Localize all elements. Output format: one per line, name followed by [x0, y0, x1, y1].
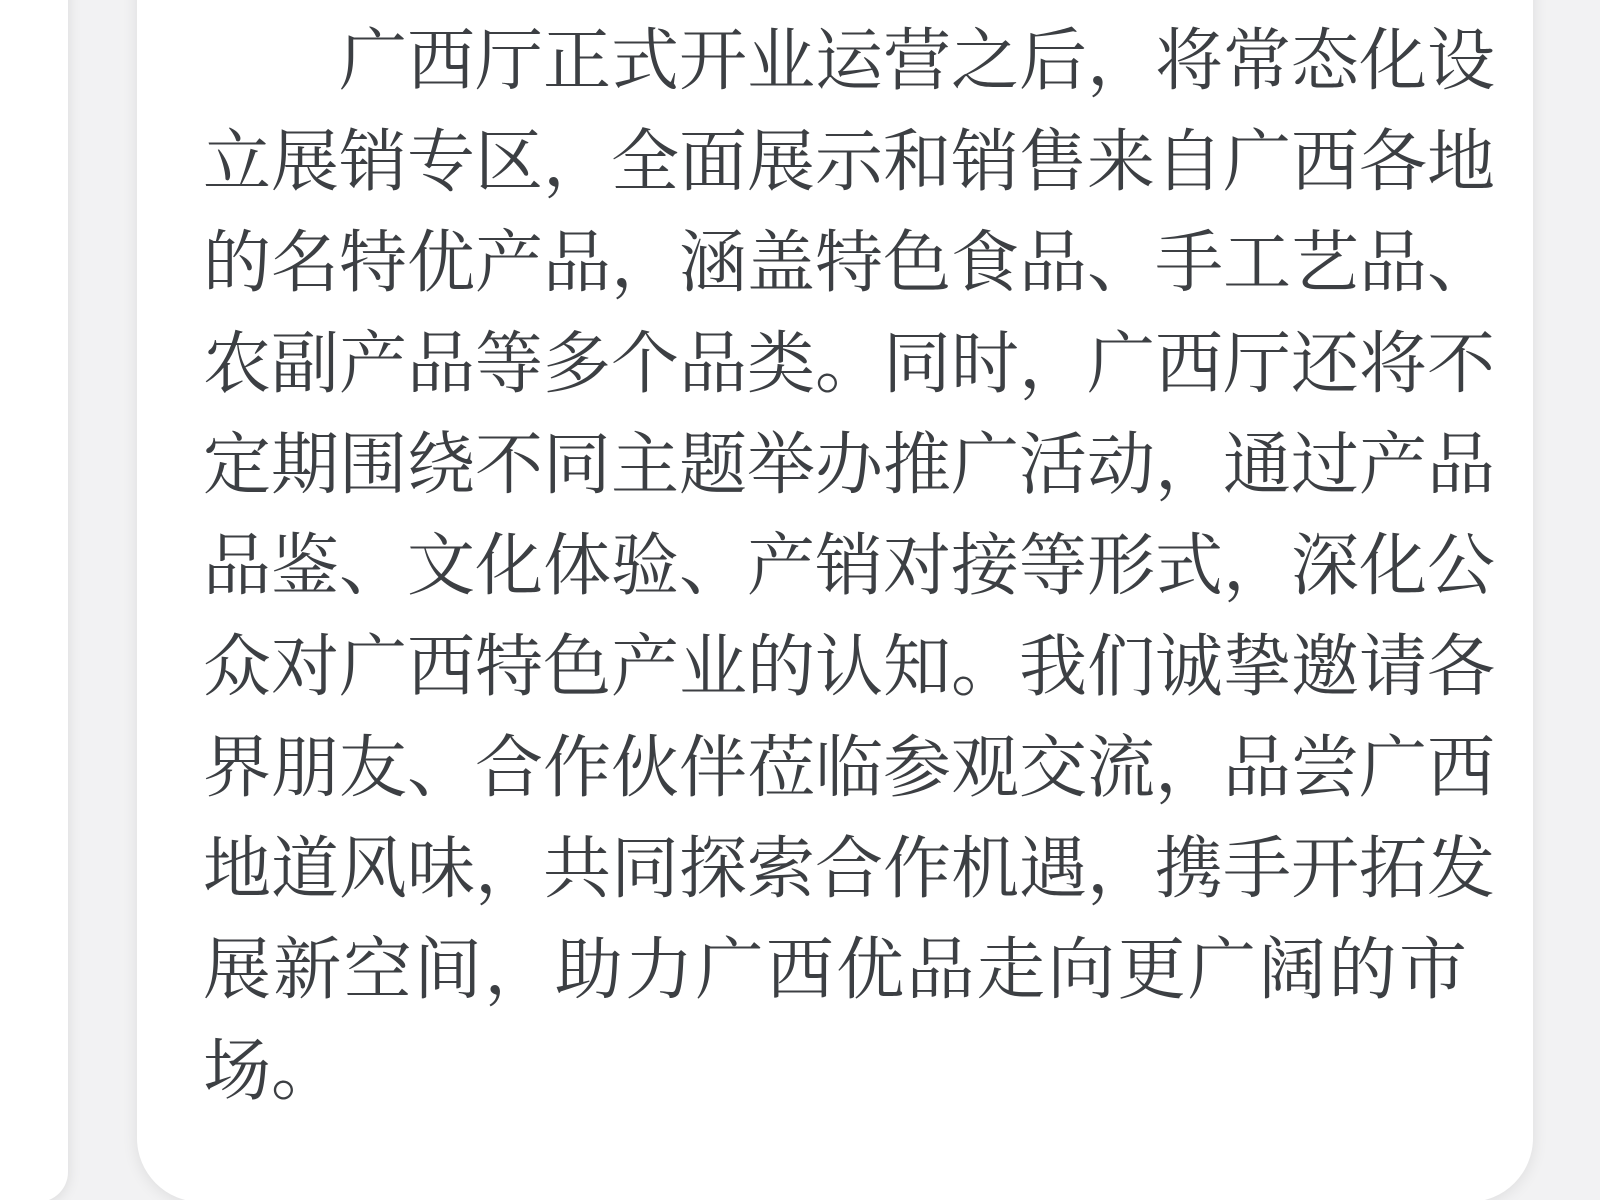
text-line: 立展销专区，全面展示和销售来自广西各地	[203, 124, 1496, 200]
text-line: 品鉴、文化体验、产销对接等形式，深化公	[203, 528, 1496, 604]
text-line: 界朋友、合作伙伴莅临参观交流，品尝广西	[203, 730, 1496, 806]
article-paragraph	[137, 0, 1533, 1122]
text-line: 广西厅正式开业运营之后，将常态化设	[339, 23, 1496, 99]
previous-card-edge	[0, 0, 68, 1200]
text-line: 地道风味，共同探索合作机遇，携手开拓发	[203, 831, 1496, 907]
text-line: 定期围绕不同主题举办推广活动，通过产品	[203, 427, 1496, 503]
text-line: 众对广西特色产业的认知。我们诚挚邀请各	[203, 629, 1496, 705]
article-card	[137, 0, 1533, 1200]
text-line: 农副产品等多个品类。同时，广西厅还将不	[203, 326, 1496, 402]
text-line: 场。	[203, 1033, 340, 1109]
text-line: 的名特优产品，涵盖特色食品、手工艺品、	[203, 225, 1496, 301]
text-line: 展新空间，助力广西优品走向更广阔的市	[203, 932, 1467, 1008]
